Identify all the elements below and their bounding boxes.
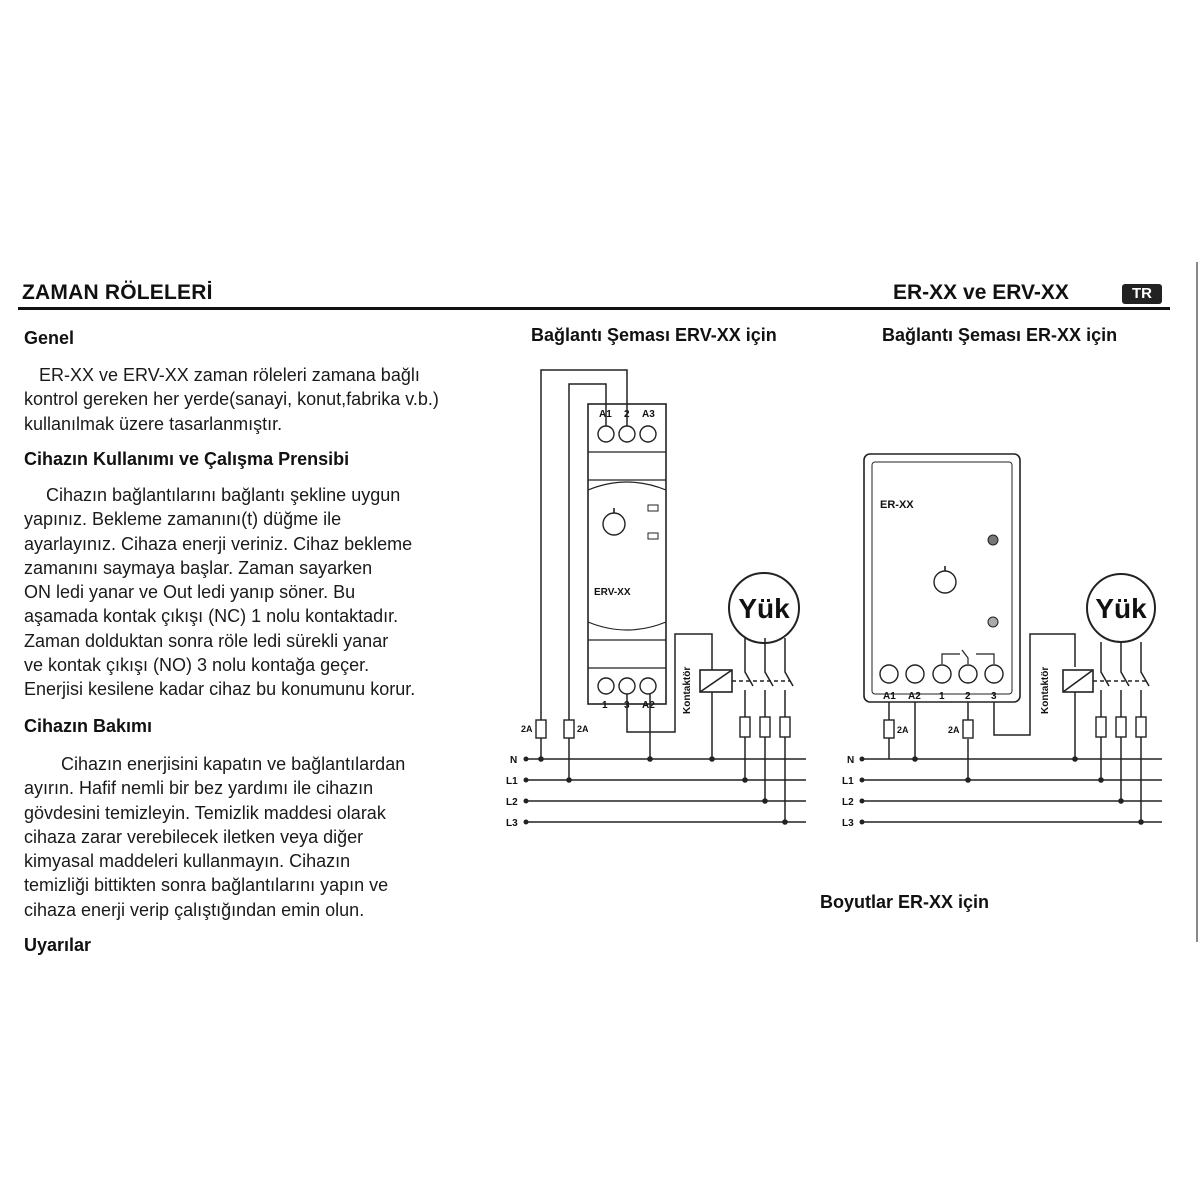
section-title-genel: Genel (24, 328, 75, 348)
text-line: aşamada kontak çıkışı (NC) 1 nolu kontaktadır. (24, 606, 399, 627)
contactor-coil (700, 654, 732, 692)
fuse-label: 2A (948, 725, 960, 735)
section-title-uyarilar: Uyarılar (24, 935, 92, 955)
device-label: ER-XX (880, 499, 914, 511)
text-line: cihaza zarar verebilecek iletken veya diğer (24, 826, 364, 847)
text-line: Enerjisi kesilene kadar cihaz bu konumunu korur. (24, 679, 416, 700)
load-label: Yük (738, 593, 790, 624)
line-label-n: N (510, 755, 518, 766)
text-line: kimyasal maddeleri kullanmayın. Cihazın (24, 851, 351, 872)
fuse-label: 2A (521, 724, 533, 734)
text-line: Cihazın enerjisini kapatın ve bağlantılardan (61, 754, 406, 774)
dimensions-title: Boyutlar ER-XX için (820, 892, 990, 912)
text-line: cihaza enerji verip çalıştığından emin olun. (24, 899, 365, 920)
terminal-label: 1 (939, 691, 945, 702)
line-label-l3: L3 (842, 818, 854, 829)
text-line: Cihazın bağlantılarını bağlantı şekline uygun (46, 485, 401, 505)
terminal-label: A3 (642, 409, 655, 420)
knob-icon (603, 513, 625, 535)
text-line: ayarlayınız. Cihaza enerji veriniz. Cihaz bekleme (24, 533, 413, 554)
fuse-label: 2A (897, 725, 909, 735)
text-line: gövdesini temizleyin. Temizlik maddesi olarak (24, 802, 386, 823)
diagram-title-er: Bağlantı Şeması ER-XX için (882, 325, 1118, 345)
terminal-label: 1 (602, 700, 608, 711)
terminal-label: A2 (642, 700, 655, 711)
text-line: Zaman dolduktan sonra röle ledi sürekli yanar (24, 630, 389, 651)
terminal-label: 2 (624, 409, 630, 420)
text-line: ve kontak çıkışı (NO) 3 nolu kontağa geçer. (24, 655, 370, 676)
terminal-label: 3 (991, 691, 997, 702)
fuse-label: 2A (577, 724, 589, 734)
text-line: yapınız. Bekleme zamanını(t) düğme ile (24, 509, 342, 530)
text-line: ON ledi yanar ve Out ledi yanıp söner. Bu (24, 582, 356, 603)
line-label-l2: L2 (506, 797, 518, 808)
terminal-label: A2 (908, 691, 921, 702)
text-line: ER-XX ve ERV-XX zaman röleleri zamana bağlı (39, 365, 420, 385)
terminal-label: 3 (624, 700, 630, 711)
section-title-kullanim: Cihazın Kullanımı ve Çalışma Prensibi (24, 449, 350, 469)
terminal-label: A1 (883, 691, 896, 702)
diagram-title-erv: Bağlantı Şeması ERV-XX için (531, 325, 777, 345)
language-badge: TR (1122, 284, 1162, 304)
contactor-label: Kontaktör (682, 666, 693, 714)
terminal-label: 2 (965, 691, 971, 702)
knob-icon (934, 571, 956, 593)
text-line: temizliği bittikten sonra bağlantılarını yapın ve (24, 875, 389, 896)
section-title-bakim: Cihazın Bakımı (24, 716, 153, 736)
line-label-n: N (847, 755, 855, 766)
text-line: zamanını saymaya başlar. Zaman sayarken (24, 557, 373, 578)
line-label-l3: L3 (506, 818, 518, 829)
document-page (0, 262, 1200, 955)
device-label: ERV-XX (594, 587, 631, 598)
model-title: ER-XX ve ERV-XX (893, 281, 1069, 304)
page-title: ZAMAN RÖLELERİ (22, 281, 213, 304)
line-label-l2: L2 (842, 797, 854, 808)
erv-device (588, 404, 666, 711)
text-line: ayırın. Hafif nemli bir bez yardımı ile cihazın (24, 778, 374, 799)
contactor-label: Kontaktör (1040, 666, 1051, 714)
load-circle (729, 573, 799, 643)
text-line: kullanılmak üzere tasarlanmıştır. (24, 413, 283, 434)
terminal-label: A1 (599, 409, 612, 420)
contactor-coil (1063, 670, 1093, 692)
line-label-l1: L1 (842, 776, 854, 787)
er-device (864, 454, 1020, 702)
text-line: kontrol gereken her yerde(sanayi, konut,fabrika v.b.) (24, 389, 439, 410)
load-label: Yük (1095, 593, 1147, 624)
load-circle (1087, 574, 1155, 642)
line-label-l1: L1 (506, 776, 518, 787)
